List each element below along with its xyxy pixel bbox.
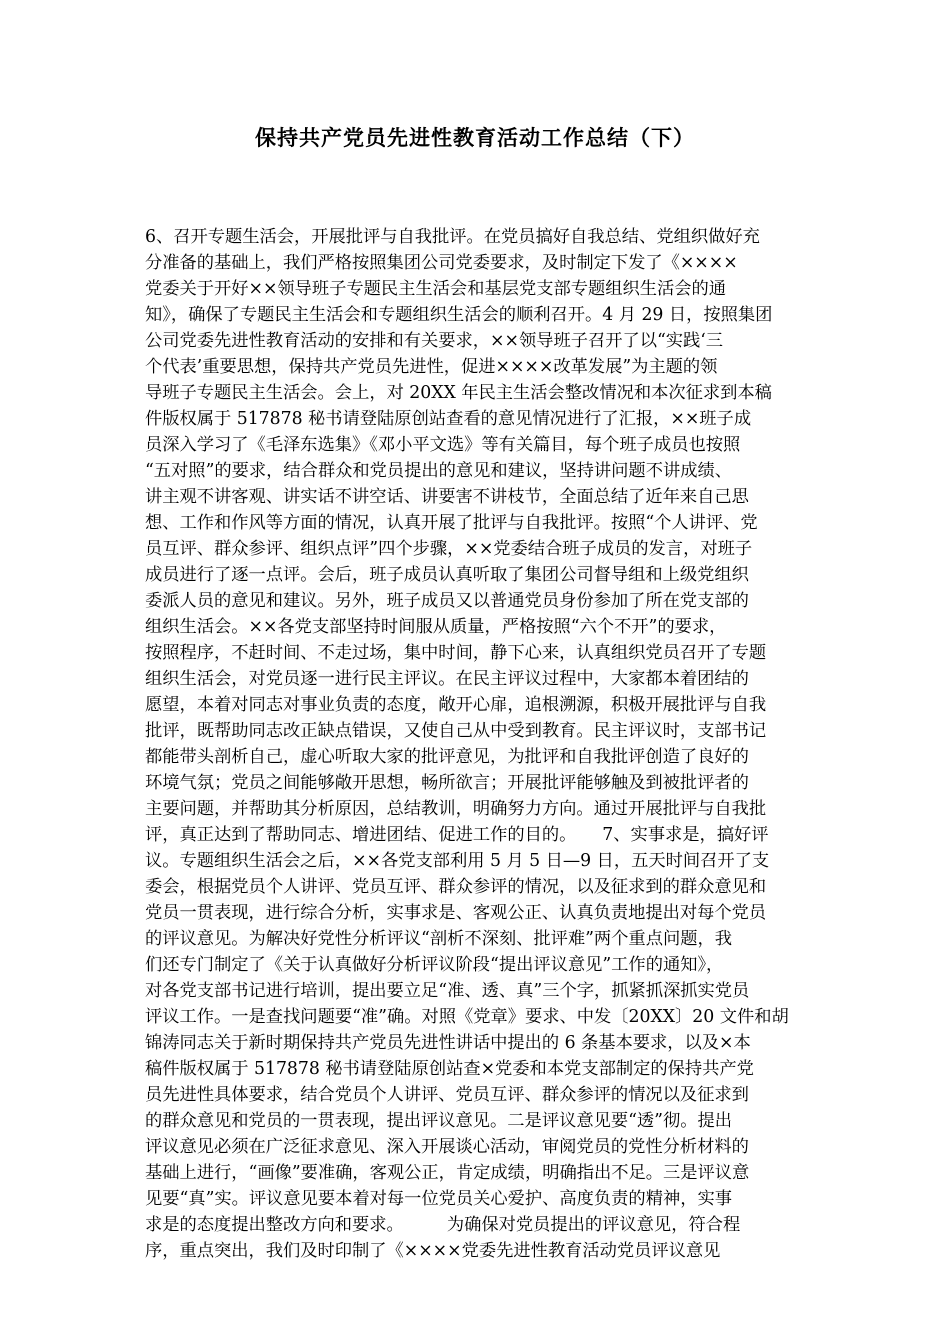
text-line: 批评，既帮助同志改正缺点错误，又使自己从中受到教育。民主评议时，支部书记 — [145, 721, 767, 741]
document-body — [145, 224, 810, 1264]
text-line: 组织生活会。××各党支部坚持时间服从质量，严格按照“六个不开”的要求， — [145, 617, 727, 637]
text-line: 序，重点突出，我们及时印制了《××××党委先进性教育活动党员评议意见 — [145, 1241, 721, 1261]
text-line: 见要“真”实。评议意见要本着对每一位党员关心爱护、高度负责的精神，实事 — [145, 1189, 732, 1209]
text-line: 的群众意见和党员的一贯表现，提出评议意见。二是评议意见要“透”彻。提出 — [145, 1111, 732, 1131]
text-line: 都能带头剖析自己，虚心听取大家的批评意见，为批评和自我批评创造了良好的 — [145, 747, 749, 767]
text-line: 稿件版权属于 517878 秘书请登陆原创站查×党委和本党支部制定的保持共产党 — [145, 1059, 754, 1079]
text-line: 党委关于开好××领导班子专题民主生活会和基层党支部专题组织生活会的通 — [145, 279, 726, 299]
text-line: 评议工作。一是查找问题要“准”确。对照《党章》要求、中发〔20XX〕20 文件和胡 — [145, 1007, 789, 1027]
text-line: 个代表’重要思想，保持共产党员先进性，促进××××改革发展”为主题的领 — [145, 357, 718, 377]
text-line: 愿望，本着对同志对事业负责的态度，敞开心扉，追根溯源，积极开展批评与自我 — [145, 695, 767, 715]
text-line: 基础上进行，“画像”要准确，客观公正，肯定成绩，明确指出不足。三是评议意 — [145, 1163, 750, 1183]
text-line: 锦涛同志关于新时期保持共产党员先进性讲话中提出的 6 条基本要求，以及×本 — [145, 1033, 751, 1053]
text-line: 委会，根据党员个人讲评、党员互评、群众参评的情况，以及征求到的群众意见和 — [145, 877, 767, 897]
text-line: 委派人员的意见和建议。另外，班子成员又以普通党员身份参加了所在党支部的 — [145, 591, 749, 611]
text-line: 讲主观不讲客观、讲实话不讲空话、讲要害不讲枝节，全面总结了近年来自己思 — [145, 487, 749, 507]
text-line: 成员进行了逐一点评。会后，班子成员认真听取了集团公司督导组和上级党组织 — [145, 565, 749, 585]
text-line: 员深入学习了《毛泽东选集》《邓小平文选》等有关篇目，每个班子成员也按照 — [145, 435, 741, 455]
text-line: 环境气氛；党员之间能够敞开思想，畅所欲言；开展批评能够触及到被批评者的 — [145, 773, 749, 793]
text-line: 分准备的基础上，我们严格按照集团公司党委要求，及时制定下发了《×××× — [145, 253, 738, 273]
text-line: 件版权属于 517878 秘书请登陆原创站查看的意见情况进行了汇报，××班子成 — [145, 409, 752, 429]
document-title: 保持共产党员先进性教育活动工作总结（下） — [255, 126, 695, 150]
text-line: 党员一贯表现，进行综合分析，实事求是、客观公正、认真负责地提出对每个党员 — [145, 903, 767, 923]
text-line: “五对照”的要求，结合群众和党员提出的意见和建议，坚持讲问题不讲成绩、 — [145, 461, 732, 481]
text-line: 评，真正达到了帮助同志、增进团结、促进工作的目的。 7、实事求是，搞好评 — [145, 825, 769, 845]
text-line: 议。专题组织生活会之后，××各党支部利用 5 月 5 日—9 日，五天时间召开了支 — [145, 851, 770, 871]
text-line: 公司党委先进性教育活动的安排和有关要求，××领导班子召开了以“实践‘三 — [145, 331, 724, 351]
text-line: 员互评、群众参评、组织点评”四个步骤，××党委结合班子成员的发言，对班子 — [145, 539, 753, 559]
text-line: 组织生活会，对党员逐一进行民主评议。在民主评议过程中，大家都本着团结的 — [145, 669, 749, 689]
text-line: 主要问题，并帮助其分析原因，总结教训，明确努力方向。通过开展批评与自我批 — [145, 799, 767, 819]
text-line: 知》，确保了专题民主生活会和专题组织生活会的顺利召开。4 月 29 日，按照集团 — [145, 305, 773, 325]
text-line: 的评议意见。为解决好党性分析评议“剖析不深刻、批评难”两个重点问题，我 — [145, 929, 732, 949]
text-line: 按照程序，不赶时间、不走过场，集中时间，静下心来，认真组织党员召开了专题 — [145, 643, 767, 663]
text-line: 员先进性具体要求，结合党员个人讲评、党员互评、群众参评的情况以及征求到 — [145, 1085, 749, 1105]
text-line: 评议意见必须在广泛征求意见、深入开展谈心活动，审阅党员的党性分析材料的 — [145, 1137, 749, 1157]
text-line: 想、工作和作风等方面的情况，认真开展了批评与自我批评。按照“个人讲评、党 — [145, 513, 758, 533]
text-line: 们还专门制定了《关于认真做好分析评议阶段“提出评议意见”工作的通知》， — [145, 955, 724, 975]
text-line: 求是的态度提出整改方向和要求。 为确保对党员提出的评议意见，符合程 — [145, 1215, 741, 1235]
text-line: 6、召开专题生活会，开展批评与自我批评。在党员搞好自我总结、党组织做好充 — [145, 227, 760, 247]
text-line: 对各党支部书记进行培训，提出要立足“准、透、真”三个字，抓紧抓深抓实党员 — [145, 981, 750, 1001]
text-line: 导班子专题民主生活会。会上，对 20XX 年民主生活会整改情况和本次征求到本稿 — [145, 383, 772, 403]
